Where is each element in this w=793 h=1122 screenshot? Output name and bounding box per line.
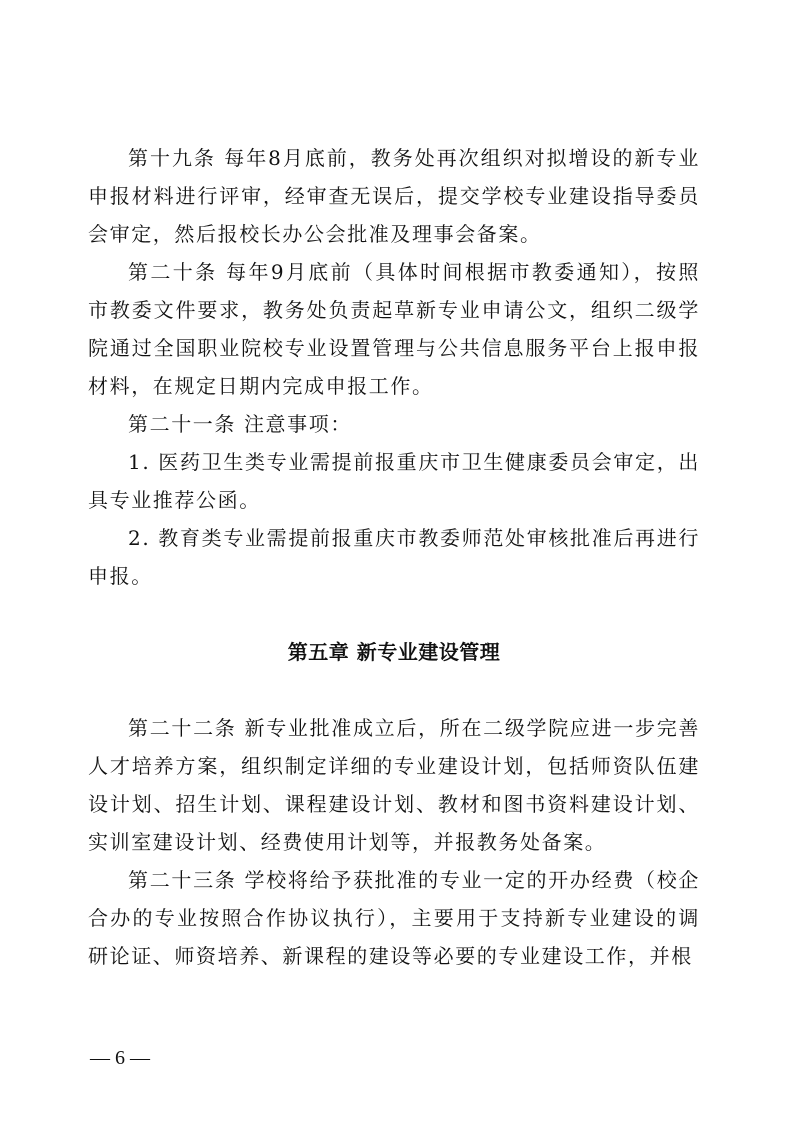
- article-19: 第十九条 每年8月底前，教务处再次组织对拟增设的新专业申报材料进行评审，经审查无误后，提交学校专业建设指导委员会审定，然后报校长办公会批准及理事会备案。: [88, 146, 700, 246]
- chapter-title: 第五章 新专业建设管理: [287, 640, 501, 664]
- page-number: — 6 —: [90, 1047, 150, 1069]
- article-22: 第二十二条 新专业批准成立后，所在二级学院应进一步完善人才培养方案，组织制定详细的专业建设计划，包括师资队伍建设计划、招生计划、课程建设计划、教材和图书资料建设计划、实训室建设计划、经费使用计划等，并报教务处备案。: [88, 716, 700, 854]
- article-20: 第二十条 每年9月底前（具体时间根据市教委通知），按照市教委文件要求，教务处负责起草新专业申请公文，组织二级学院通过全国职业院校专业设置管理与公共信息服务平台上报申报材料，在规定日期内完成申报工作。: [88, 260, 700, 398]
- article-21-item-1: 1. 医药卫生类专业需提前报重庆市卫生健康委员会审定，出具专业推荐公函。: [88, 450, 700, 512]
- article-21: 第二十一条 注意事项：: [128, 412, 352, 436]
- article-23: 第二十三条 学校将给予获批准的专业一定的开办经费（校企合办的专业按照合作协议执行），主要用于支持新专业建设的调研论证、师资培养、新课程的建设等必要的专业建设工作，并根: [88, 868, 700, 968]
- document-body: [88, 139, 700, 975]
- article-21-item-2: 2. 教育类专业需提前报重庆市教委师范处审核批准后再进行申报。: [88, 526, 700, 588]
